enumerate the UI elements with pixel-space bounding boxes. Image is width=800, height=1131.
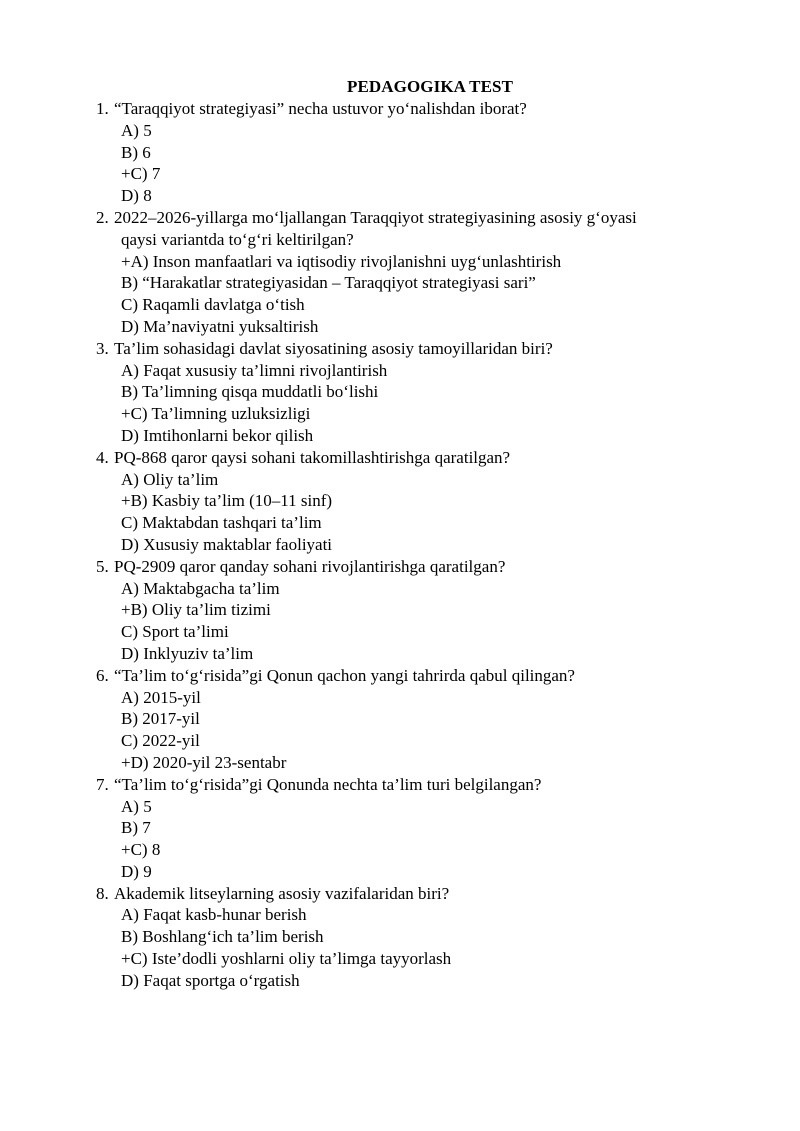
answer-option: A) Oliy ta’lim [121, 469, 219, 489]
answer-option-correct: +D) 2020-yil 23-sentabr [121, 752, 287, 772]
answer-option: A) 5 [121, 120, 152, 140]
answer-option: C) Maktabdan tashqari ta’lim [121, 513, 322, 533]
answer-option: B) Boshlang‘ich ta’lim berish [121, 927, 324, 947]
answer-option: D) Ma’naviyatni yuksaltirish [121, 316, 319, 336]
answer-option: D) Xususiy maktablar faoliyati [121, 534, 333, 554]
answer-option-correct: +B) Oliy ta’lim tizimi [121, 600, 271, 620]
answer-option: D) Imtihonlarni bekor qilish [121, 425, 314, 445]
question-number: 1. [96, 99, 109, 118]
answer-options [114, 687, 716, 774]
answer-option: C) 2022-yil [121, 731, 200, 751]
question-number: 7. [96, 774, 109, 794]
answer-option: B) Ta’limning qisqa muddatli bo‘lishi [121, 382, 379, 402]
question-5 [96, 556, 716, 665]
answer-option-correct: +B) Kasbiy ta’lim (10–11 sinf) [121, 491, 333, 511]
answer-options [114, 360, 716, 447]
answer-option: A) Maktabgacha ta’lim [121, 578, 280, 598]
question-6 [96, 665, 716, 774]
answer-option: B) 7 [121, 818, 151, 838]
answer-options [114, 469, 716, 556]
question-text-line-2: qaysi variantda to‘g‘ri keltirilgan? [121, 229, 354, 249]
answer-option: D) 8 [121, 186, 152, 206]
question-text: PQ-868 qaror qaysi sohani takomillashtirishga qaratilgan? [114, 447, 511, 467]
answer-option-correct: +C) Iste’dodli yoshlarni oliy ta’limga tayyorlash [121, 949, 452, 969]
answer-option-correct: +A) Inson manfaatlari va iqtisodiy rivojlanishni uyg‘unlashtirish [121, 251, 562, 271]
question-text: “Ta’lim to‘g‘risida”gi Qonunda nechta ta’lim turi belgilangan? [114, 774, 542, 794]
answer-option: D) Faqat sportga o‘rgatish [121, 970, 300, 990]
question-4 [96, 447, 716, 556]
question-8 [96, 883, 716, 992]
question-text-line-1: 2022–2026-yillarga mo‘ljallangan Taraqqiyot strategiyasining asosiy g‘oyasi [114, 207, 637, 227]
question-text: “Ta’lim to‘g‘risida”gi Qonun qachon yangi tahrirda qabul qilingan? [114, 665, 575, 685]
question-text: “Taraqqiyot strategiyasi” necha ustuvor yo‘nalishdan iborat? [114, 99, 527, 118]
answer-option-correct: +C) Ta’limning uzluksizligi [121, 404, 311, 424]
question-number: 6. [96, 665, 109, 685]
answer-option-correct: +C) 7 [121, 164, 161, 184]
question-3 [96, 338, 716, 447]
question-number: 3. [96, 338, 109, 358]
question-text: PQ-2909 qaror qanday sohani rivojlantirishga qaratilgan? [114, 556, 506, 576]
answer-options [114, 251, 716, 338]
question-list [96, 98, 716, 992]
question-1 [96, 98, 716, 207]
question-text: Ta’lim sohasidagi davlat siyosatining asosiy tamoyillaridan biri? [114, 338, 553, 358]
answer-option: B) “Harakatlar strategiyasidan – Taraqqiyot strategiyasi sari” [121, 273, 536, 293]
answer-options [114, 904, 716, 991]
answer-option: D) 9 [121, 861, 152, 881]
answer-option: C) Sport ta’limi [121, 622, 229, 642]
question-number: 8. [96, 883, 109, 903]
answer-option: B) 2017-yil [121, 709, 200, 729]
answer-option: C) Raqamli davlatga o‘tish [121, 295, 305, 315]
answer-option: B) 6 [121, 142, 151, 162]
question-7 [96, 774, 716, 883]
question-number: 5. [96, 556, 109, 576]
answer-option: A) Faqat kasb-hunar berish [121, 905, 307, 925]
document-title: PEDAGOGIKA TEST [346, 77, 514, 96]
answer-option: A) Faqat xususiy ta’limni rivojlantirish [121, 360, 388, 380]
answer-options [114, 796, 716, 883]
answer-option-correct: +C) 8 [121, 840, 161, 860]
question-number: 2. [96, 207, 109, 227]
question-number: 4. [96, 447, 109, 467]
answer-option: A) 5 [121, 796, 152, 816]
answer-option: A) 2015-yil [121, 687, 201, 707]
answer-options [114, 120, 716, 207]
question-2 [96, 207, 716, 338]
answer-options [114, 578, 716, 665]
answer-option: D) Inklyuziv ta’lim [121, 643, 254, 663]
question-text: Akademik litseylarning asosiy vazifalaridan biri? [114, 883, 450, 903]
